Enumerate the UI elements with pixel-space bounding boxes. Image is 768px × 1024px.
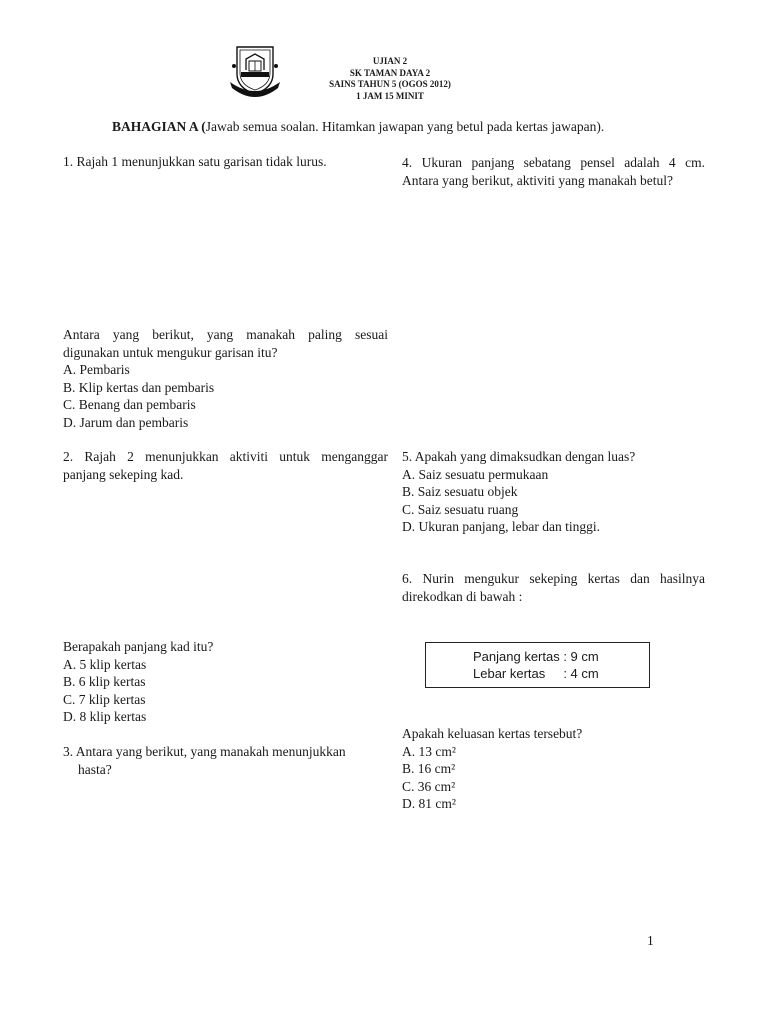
q4-stem — [402, 154, 705, 189]
subject-line: SAINS TAHUN 5 (OGOS 2012) — [329, 79, 451, 89]
section-heading — [112, 119, 604, 135]
q2-option-d: D. 8 klip kertas — [63, 709, 147, 724]
q6-stem-line: direkodkan di bawah : — [402, 588, 523, 604]
duration: 1 JAM 15 MINIT — [356, 90, 424, 101]
q1-question-line: digunakan untuk mengukur garisan itu? — [63, 344, 278, 360]
q6-stem — [402, 570, 705, 605]
q5-option-b: B. Saiz sesuatu objek — [402, 484, 518, 499]
q2-question — [63, 638, 213, 726]
paper-measurement-box — [425, 642, 650, 688]
q4-stem-line: Antara yang berikut, aktiviti yang manakah betul? — [402, 172, 674, 188]
q6-question — [402, 725, 582, 813]
page-number: 1 — [647, 933, 654, 948]
q2-stem-line: panjang sekeping kad. — [63, 466, 184, 482]
q4-stem-line: 4. Ukuran panjang sebatang pensel adalah 4 cm. — [402, 155, 705, 170]
q6-option-a: A. 13 cm² — [402, 743, 456, 759]
q1-option-a: A. Pembaris — [63, 362, 130, 377]
q1-stem: 1. Rajah 1 menunjukkan satu garisan tidak lurus. — [63, 154, 327, 169]
q1-question — [63, 326, 388, 431]
exam-header — [300, 56, 480, 102]
school-crest-icon — [228, 44, 282, 100]
q2-stem — [63, 448, 388, 483]
q2-option-a: A. 5 klip kertas — [63, 656, 147, 672]
q3-stem-line: 3. Antara yang berikut, yang manakah menunjukkan — [63, 744, 346, 759]
paper-length: Panjang kertas : 9 cm — [473, 649, 599, 664]
q2-option-b: B. 6 klip kertas — [63, 674, 146, 689]
q6-option-d: D. 81 cm² — [402, 796, 456, 811]
q2-option-c: C. 7 klip kertas — [63, 691, 146, 707]
section-instruction: Jawab semua soalan. Hitamkan jawapan yang betul pada kertas jawapan). — [205, 119, 605, 134]
q1-option-d: D. Jarum dan pembaris — [63, 414, 189, 430]
exam-title: UJIAN 2 — [372, 56, 408, 66]
q5-option-d: D. Ukuran panjang, lebar dan tinggi. — [402, 519, 600, 534]
q3-stem-line: hasta? — [78, 761, 112, 777]
q5-option-a: A. Saiz sesuatu permukaan — [402, 466, 549, 482]
q6-stem-line: 6. Nurin mengukur sekeping kertas dan hasilnya — [402, 571, 705, 586]
q5-block — [402, 448, 635, 536]
q3-stem — [63, 743, 346, 778]
q2-question-text: Berapakah panjang kad itu? — [63, 639, 214, 654]
q1-option-b: B. Klip kertas dan pembaris — [63, 379, 215, 395]
q6-question-text: Apakah keluasan kertas tersebut? — [402, 726, 583, 741]
q1-question-line: Antara yang berikut, yang manakah paling sesuai — [63, 327, 388, 342]
q6-option-c: C. 36 cm² — [402, 778, 456, 794]
q6-option-b: B. 16 cm² — [402, 761, 456, 776]
school-name: SK TAMAN DAYA 2 — [349, 67, 431, 78]
q5-option-c: C. Saiz sesuatu ruang — [402, 501, 519, 517]
section-title: BAHAGIAN A ( — [112, 119, 206, 134]
paper-width: Lebar kertas : 4 cm — [473, 665, 599, 681]
q1-option-c: C. Benang dan pembaris — [63, 397, 196, 412]
q5-stem: 5. Apakah yang dimaksudkan dengan luas? — [402, 449, 636, 464]
q2-stem-line: 2. Rajah 2 menunjukkan aktiviti untuk menganggar — [63, 449, 388, 464]
